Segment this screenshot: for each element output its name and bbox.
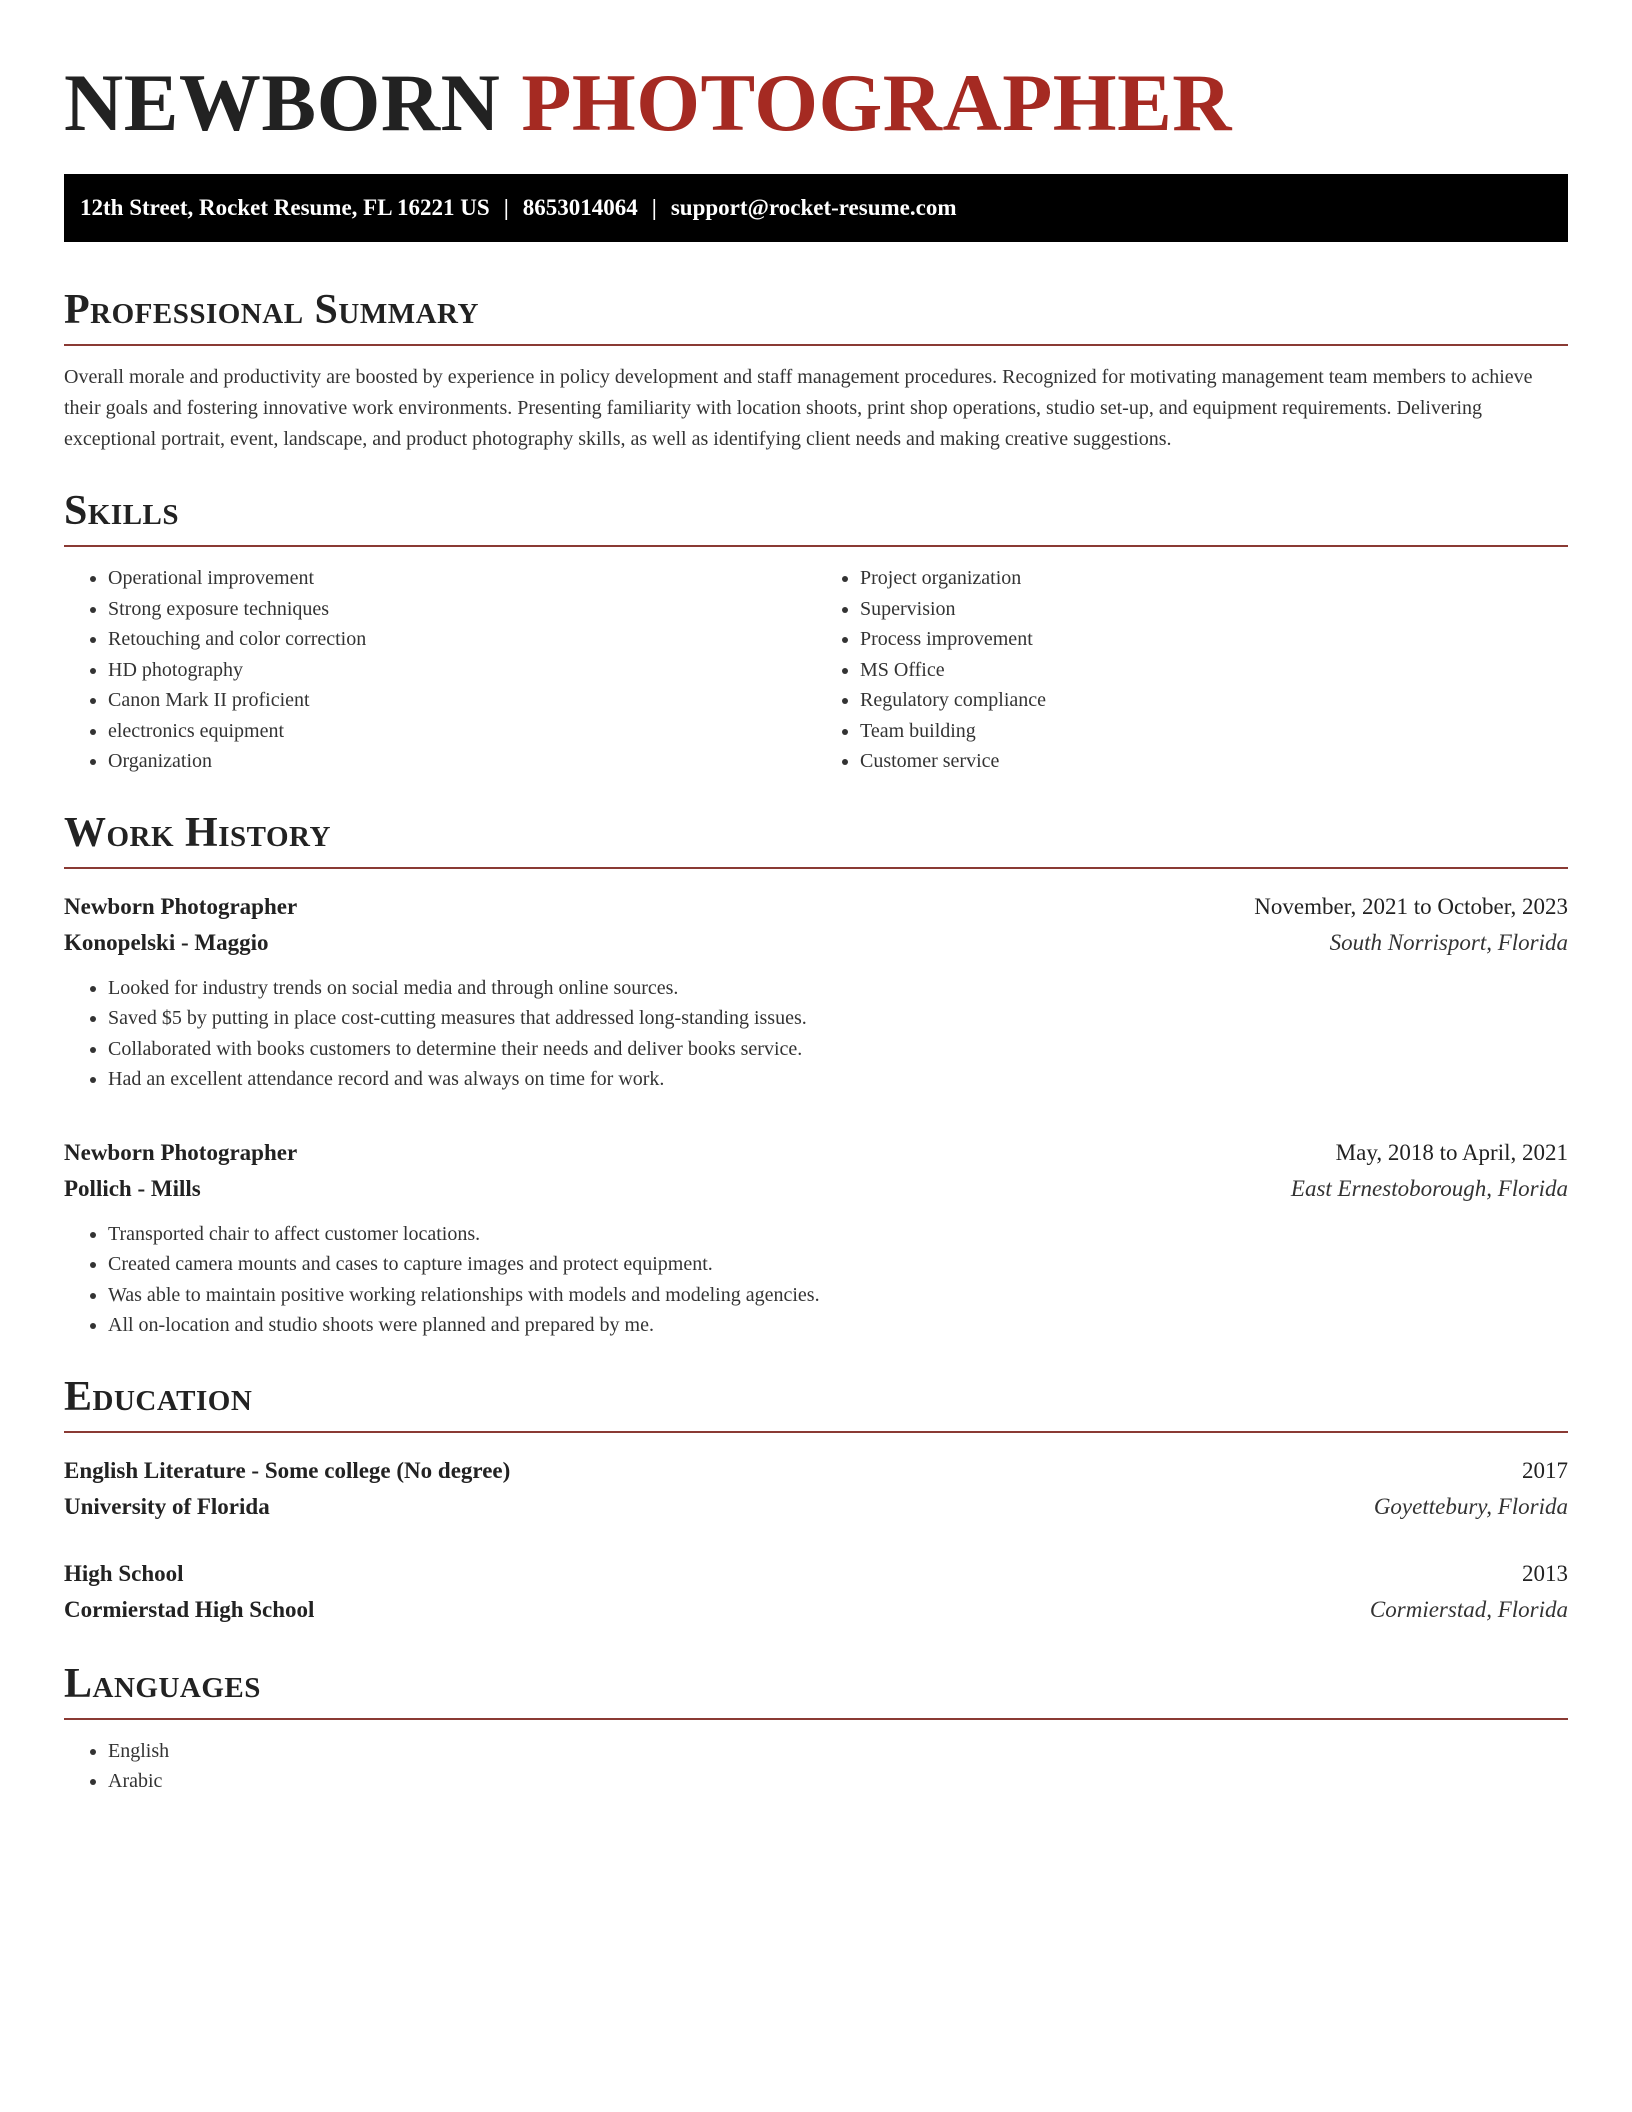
section-divider xyxy=(64,1431,1568,1433)
section-title-skills: Skills xyxy=(64,488,180,534)
skill-item: • Retouching and color correction xyxy=(108,624,816,655)
language-item: • English xyxy=(108,1736,1568,1767)
section-divider xyxy=(64,545,1568,547)
job-bullet: • Created camera mounts and cases to capture images and protect equipment. xyxy=(108,1249,1568,1280)
skill-item: • Operational improvement xyxy=(108,563,816,594)
job-bullet: • Looked for industry trends on social media and through online sources. xyxy=(108,973,1568,1004)
job-header-row xyxy=(64,889,1568,925)
candidate-name xyxy=(64,52,1568,154)
contact-bar xyxy=(64,174,1568,242)
education-school-row xyxy=(64,1489,1568,1525)
education-location: Cormierstad, Florida xyxy=(1369,1596,1568,1622)
job-company: Pollich - Mills xyxy=(64,1175,201,1201)
education-entry xyxy=(64,1556,1568,1628)
education-degree: High School xyxy=(64,1560,184,1586)
job-company: Konopelski - Maggio xyxy=(64,929,269,955)
job-dates: May, 2018 to April, 2021 xyxy=(1335,1139,1568,1165)
job-title: Newborn Photographer xyxy=(64,893,298,919)
education-school-row xyxy=(64,1592,1568,1628)
skill-item: • Canon Mark II proficient xyxy=(108,685,816,716)
education-location: Goyettebury, Florida xyxy=(1373,1493,1568,1519)
skill-item: • Organization xyxy=(108,746,816,777)
skill-item: • Customer service xyxy=(860,746,1568,777)
section-title-work-history: Work History xyxy=(64,809,331,856)
job-entry xyxy=(64,889,1568,1095)
job-company-row xyxy=(64,1171,1568,1207)
section-divider xyxy=(64,344,1568,346)
language-item: • Arabic xyxy=(108,1766,1568,1797)
education-degree: English Literature - Some college (No degree) xyxy=(64,1457,511,1483)
job-bullet: • Saved $5 by putting in place cost-cutting measures that addressed long-standing issues. xyxy=(108,1003,1568,1034)
languages-list xyxy=(64,1736,1568,1797)
contact-address: 12th Street, Rocket Resume, FL 16221 US xyxy=(80,195,490,220)
section-title-summary: Professional Summary xyxy=(64,287,479,333)
job-entry xyxy=(64,1135,1568,1341)
education-year: 2017 xyxy=(1522,1457,1568,1483)
summary-text: Overall morale and productivity are boosted by experience in policy development and staff management procedures. Recognized for motivating management team members to achieve their goals and fostering innovative work environments. Presenting familiarity with location shoots, print shop operations, studio set-up, and equipment requirements. Delivering exceptional portrait, event, landscape, and product photography skills, as well as identifying client needs and making creative suggestions. xyxy=(64,366,1533,450)
job-bullet: • Transported chair to affect customer locations. xyxy=(108,1219,1568,1250)
section-title-education: Education xyxy=(64,1373,253,1420)
job-responsibilities xyxy=(64,1219,1568,1341)
skills-right-list xyxy=(816,563,1568,777)
education-school: Cormierstad High School xyxy=(64,1596,315,1622)
education-section xyxy=(64,1369,1568,1628)
job-responsibilities xyxy=(64,973,1568,1095)
section-title-languages: Languages xyxy=(64,1660,261,1707)
contact-separator: | xyxy=(503,195,509,220)
skill-item: • MS Office xyxy=(860,655,1568,686)
skills-section xyxy=(64,483,1568,777)
contact-email: support@rocket-resume.com xyxy=(670,195,957,220)
skill-item: • Regulatory compliance xyxy=(860,685,1568,716)
skill-item: • Process improvement xyxy=(860,624,1568,655)
contact-phone: 8653014064 xyxy=(522,195,638,220)
job-dates: November, 2021 to October, 2023 xyxy=(1254,893,1568,919)
job-title: Newborn Photographer xyxy=(64,1139,298,1165)
skill-item: • HD photography xyxy=(108,655,816,686)
skills-columns xyxy=(64,563,1568,777)
education-school: University of Florida xyxy=(64,1493,270,1519)
name-last-part: PHOTOGRAPHER xyxy=(521,57,1232,148)
job-location: East Ernestoborough, Florida xyxy=(1290,1175,1568,1201)
contact-separator: | xyxy=(651,195,657,220)
job-header-row xyxy=(64,1135,1568,1171)
skills-left-list xyxy=(64,563,816,777)
job-location: South Norrisport, Florida xyxy=(1329,929,1568,955)
languages-section xyxy=(64,1656,1568,1797)
skill-item: • Team building xyxy=(860,716,1568,747)
education-entry xyxy=(64,1453,1568,1525)
job-bullet: • Had an excellent attendance record and was always on time for work. xyxy=(108,1064,1568,1095)
skill-item: • Project organization xyxy=(860,563,1568,594)
section-divider xyxy=(64,867,1568,869)
education-header-row xyxy=(64,1556,1568,1592)
professional-summary-section xyxy=(64,282,1568,455)
education-header-row xyxy=(64,1453,1568,1489)
section-divider xyxy=(64,1718,1568,1720)
job-company-row xyxy=(64,925,1568,961)
job-bullet: • All on-location and studio shoots were planned and prepared by me. xyxy=(108,1310,1568,1341)
skill-item: • Supervision xyxy=(860,594,1568,625)
name-first-part: NEWBORN xyxy=(64,57,501,148)
job-bullet: • Was able to maintain positive working relationships with models and modeling agencies. xyxy=(108,1280,1568,1311)
skill-item: • electronics equipment xyxy=(108,716,816,747)
education-year: 2013 xyxy=(1522,1560,1568,1586)
work-history-section xyxy=(64,805,1568,1341)
skill-item: • Strong exposure techniques xyxy=(108,594,816,625)
job-bullet: • Collaborated with books customers to determine their needs and deliver books service. xyxy=(108,1034,1568,1065)
